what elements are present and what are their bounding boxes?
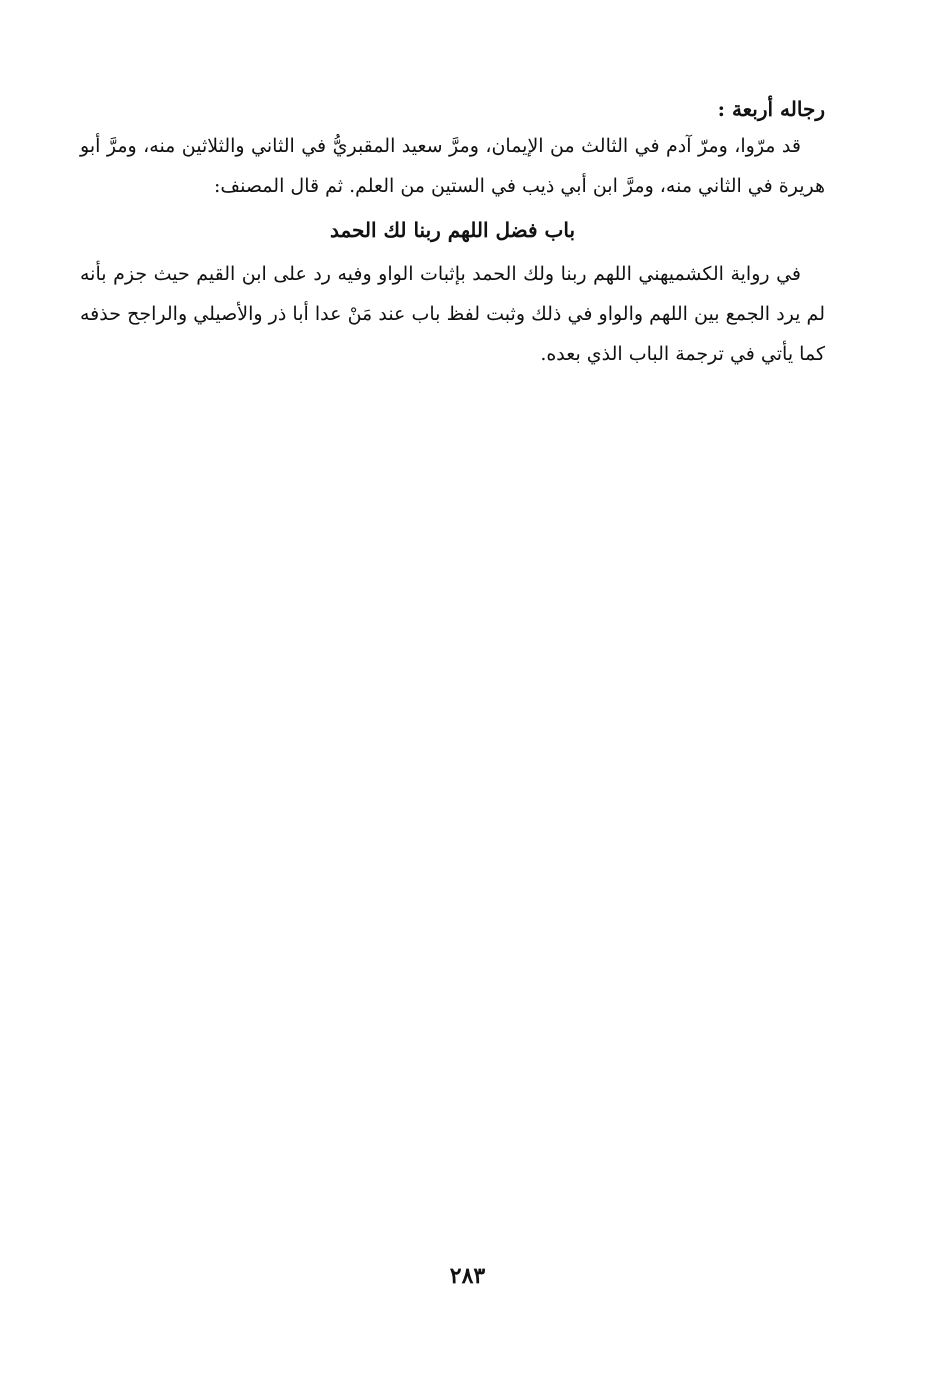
page-number: ٢٨٣ — [449, 1263, 486, 1289]
section-heading: رجاله أربعة : — [717, 97, 825, 121]
paragraph-narrators: قد مرّوا، ومرّ آدم في الثالث من الإيمان، ومرَّ سعيد المقبريُّ في الثاني والثلاثين منه، ومرَّ أبو هريرة في الثاني منه، ومرَّ ابن أبي ذيب في الستين من العلم. ثم قال المصنف: — [80, 135, 825, 197]
page-body — [80, 92, 825, 374]
chapter-title: باب فضل اللهم ربنا لك الحمد — [329, 218, 576, 242]
paragraph-commentary: في رواية الكشميهني اللهم ربنا ولك الحمد بإثبات الواو وفيه رد على ابن القيم حيث جزم بأنه لم يرد الجمع بين اللهم والواو في ذلك وثبت لفظ باب عند مَنْ عدا أبا ذر والأصيلي والراجح حذفه كما يأتي في ترجمة الباب الذي بعده. — [80, 263, 825, 365]
